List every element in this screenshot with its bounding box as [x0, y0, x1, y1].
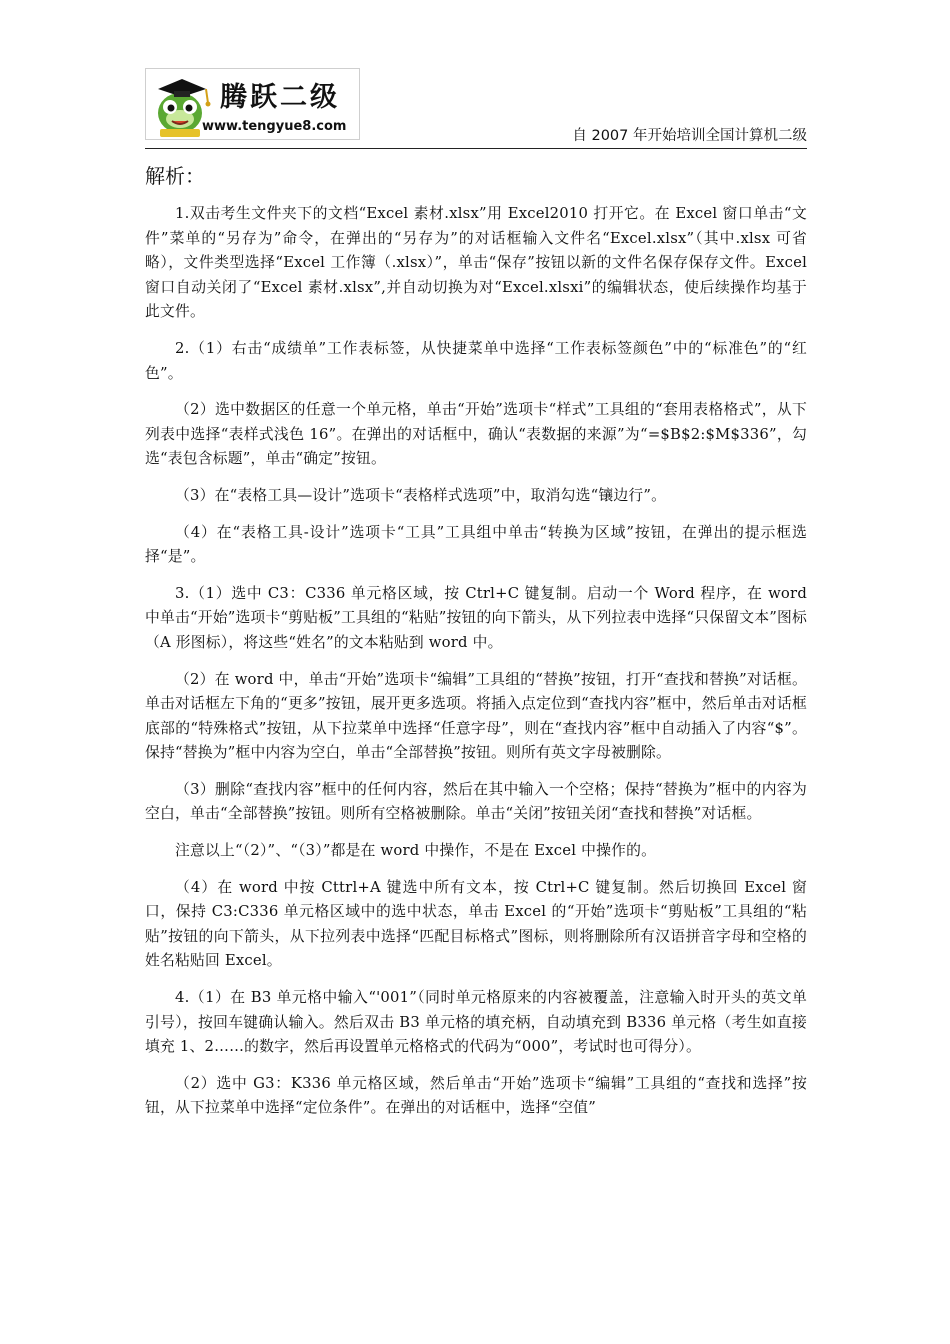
paragraph: （3）删除“查找内容”框中的任何内容，然后在其中输入一个空格；保持“替换为”框中的内容为空白，单击“全部替换”按钮。则所有空格被删除。单击“关闭”按钮关闭“查找和替换”对话框。 — [145, 780, 807, 823]
paragraph: 2.（1）右击“成绩单”工作表标签，从快捷菜单中选择“工作表标签颜色”中的“标准色”的“红色”。 — [145, 339, 807, 382]
paragraph: 3.（1）选中 C3：C336 单元格区域，按 Ctrl+C 键复制。启动一个 Word 程序，在 word 中单击“开始”选项卡“剪贴板”工具组的“粘贴”按钮的向下箭头，从下列拉表中选择“只保留文本”图标（A 形图标），将这些“姓名”的文本粘贴到 word 中。 — [145, 584, 807, 651]
paragraph: （4）在“表格工具-设计”选项卡“工具”工具组中单击“转换为区域”按钮，在弹出的提示框选择“是”。 — [145, 523, 807, 566]
header-tagline: 自 2007 年开始培训全国计算机二级 — [572, 128, 807, 144]
paragraph: （2）在 word 中，单击“开始”选项卡“编辑”工具组的“替换”按钮，打开“查找和替换”对话框。单击对话框左下角的“更多”按钮，展开更多选项。将插入点定位到“查找内容”框中，然后单击对话框底部的“特殊格式”按钮，从下拉菜单中选择“任意字母”，则在“查找内容”框中自动插入了内容“$”。保持“替换为”框中内容为空白，单击“全部替换”按钮。则所有英文字母被删除。 — [145, 670, 807, 762]
paragraph: （2）选中数据区的任意一个单元格，单击“开始”选项卡“样式”工具组的“套用表格格式”，从下列表中选择“表样式浅色 16”。在弹出的对话框中，确认“表数据的来源”为“=$B$2:$M$336”，勾选“表包含标题”，单击“确定”按钮。 — [145, 401, 807, 468]
paragraph: （4）在 word 中按 Cttrl+A 键选中所有文本，按 Ctrl+C 键复制。然后切换回 Excel 窗口，保持 C3:C336 单元格区域中的选中状态，单击 Excel 的“开始”选项卡“剪贴板”工具组的“粘贴”按钮的向下箭头，从下拉列表中选择“匹配目标格式”图标，则将删除所有汉语拼音字母和空格的姓名粘贴回 Excel。 — [145, 878, 807, 970]
logo-title: 腾跃二级 — [220, 82, 340, 113]
paragraph: 1.双击考生文件夹下的文档“Excel 素材.xlsx”用 Excel2010 打开它。在 Excel 窗口单击“文件”菜单的“另存为”命令，在弹出的“另存为”的对话框输入文件名“Excel.xlsx”（其中.xlsx 可省略），文件类型选择“Excel 工作簿（.xlsx）”，单击“保存”按钮以新的文件名保存保存文件。Excel 窗口自动关闭了“Excel 素材.xlsx”,并自动切换为对“Excel.xlsxi”的编辑状态，使后续操作均基于此文件。 — [145, 205, 807, 321]
paragraph: （3）在“表格工具—设计”选项卡“表格样式选项”中，取消勾选“镶边行”。 — [175, 486, 667, 504]
section-heading: 解析： — [145, 164, 205, 188]
header-divider — [145, 148, 807, 149]
paragraph: 4.（1）在 B3 单元格中输入“'001”（同时单元格原来的内容被覆盖，注意输入时开头的英文单引号），按回车键确认输入。然后双击 B3 单元格的填充柄，自动填充到 B336 单元格（考生如直接填充 1、2……的数字，然后再设置单元格格式的代码为“000”，考试时也可得分）。 — [145, 989, 807, 1056]
paragraph: （2）选中 G3：K336 单元格区域，然后单击“开始”选项卡“编辑”工具组的“查找和选择”按钮，从下拉菜单中选择“定位条件”。在弹出的对话框中，选择“空值” — [145, 1074, 807, 1117]
logo — [145, 68, 360, 140]
logo-url: www.tengyue8.com — [202, 119, 347, 134]
answer-content — [145, 202, 807, 1133]
paragraph: 注意以上“（2）”、“（3）”都是在 word 中操作，不是在 Excel 中操作的。 — [175, 842, 657, 860]
